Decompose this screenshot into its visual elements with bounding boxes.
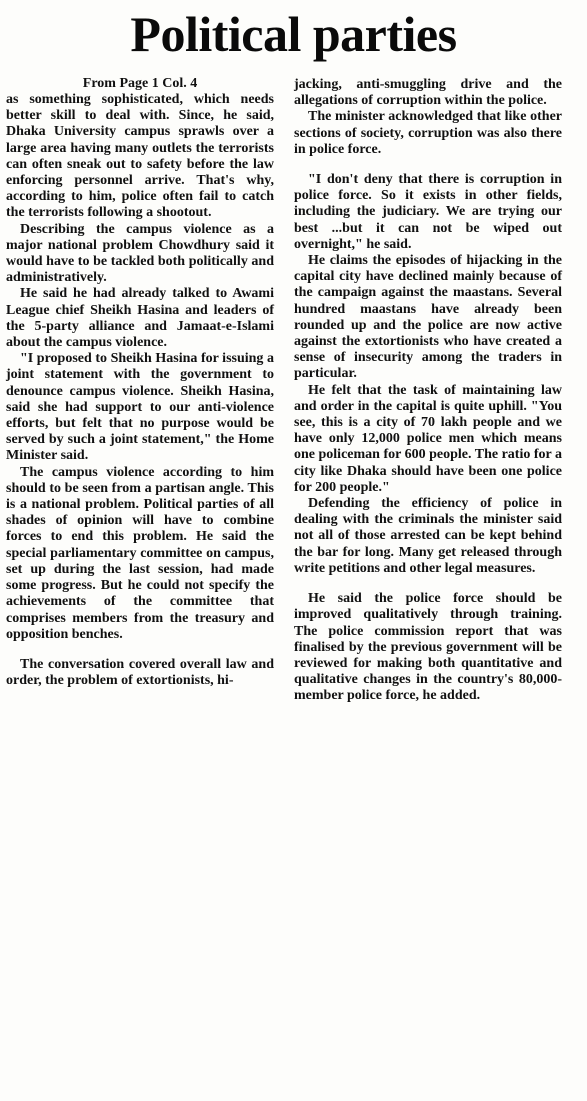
paragraph: He felt that the task of maintaining law and order in the capital is quite uphill. "You see, this is a city of 70 lakh people and we have only 12,000 police men which means one policeman for 600 people. The ratio for a city like Dhaka should have been one police for 200 people." <box>294 382 562 495</box>
paragraph: He claims the episodes of hijacking in the capital city have declined mainly because of the campaign against the maastans. Several hundred maastans have already been rounded up and the police are now active against the extortionists who have created a sense of insecurity among the traders in particular. <box>294 253 562 382</box>
left-column <box>6 76 274 689</box>
article-columns <box>6 76 581 705</box>
paragraph: "I don't deny that there is corruption in police force. So it exists in other fields, including the judiciary. We are trying our best ...but it can not be wiped out overnight," he said. <box>294 172 562 252</box>
jump-line: From Page 1 Col. 4 <box>82 76 198 91</box>
paragraph: Defending the efficiency of police in dealing with the criminals the minister said not all of those arrested can be kept behind the bar for long. Many get released through write petitions and other legal measures. <box>294 496 562 576</box>
paragraph: as something sophisticated, which needs better skill to deal with. Since, he said, Dhaka University campus sprawls over a large area having many outlets the terrorists can often sneak out to safety before the law enforcing personnel arrive. That's why, according to him, police often fail to catch the terrorists following a shootout. <box>6 92 274 221</box>
right-column <box>294 76 562 705</box>
paragraph: "I proposed to Sheikh Hasina for issuing a joint statement with the government to denounce campus violence. Sheikh Hasina, said she had support to our anti-violence efforts, but felt that no purpose would be served by such a joint statement," the Home Minister said. <box>6 351 274 464</box>
paragraph: The minister acknowledged that like other sections of society, corruption was also there in police force. <box>294 109 562 157</box>
paragraph: The conversation covered overall law and order, the problem of extortionists, hi- <box>6 656 274 689</box>
paragraph: He said he had already talked to Awami League chief Sheikh Hasina and leaders of the 5-party alliance and Jamaat-e-Islami about the campus violence. <box>6 286 274 351</box>
paragraph: Describing the campus violence as a major national problem Chowdhury said it would have to be tackled both politically and administratively. <box>6 221 274 286</box>
paragraph: jacking, anti-smuggling drive and the allegations of corruption within the police. <box>294 77 562 109</box>
paragraph: He said the police force should be improved qualitatively through training. The police commission report that was finalised by the previous government will be reviewed for making both quantitative and qualitative changes in the country's 80,000-member police force, he added. <box>294 591 562 704</box>
headline: Political parties <box>130 6 457 62</box>
paragraph: The campus violence according to him should to be seen from a partisan angle. This is a national problem. Political parties of all shades of opinion will have to combine forces to end this problem. He said the special parliamentary committee on campus, set up during the last session, had made some progress. But he could not specify the achievements of the committee that comprises members from the treasury and opposition benches. <box>6 464 274 642</box>
